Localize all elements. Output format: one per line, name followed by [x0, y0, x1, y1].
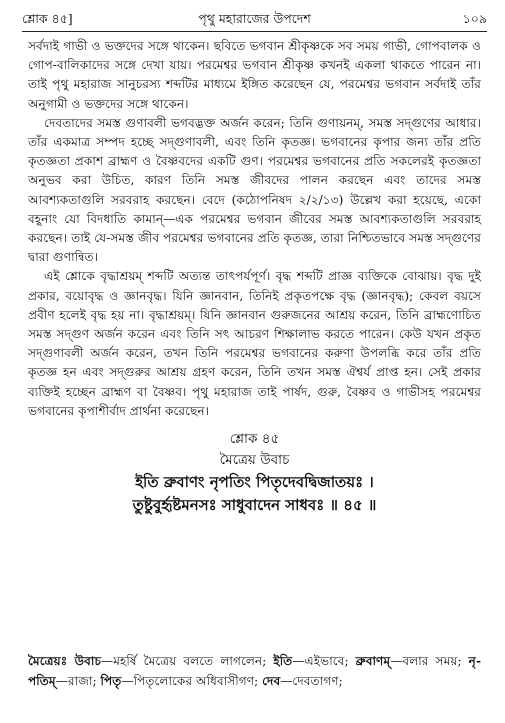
synonym-term: ইতি	[273, 654, 293, 668]
verse-block	[28, 429, 481, 517]
verse-number: শ্লোক ৪৫	[229, 431, 280, 448]
synonyms: মৈত্রেয়ঃ উবাচ—মহর্ষি মৈত্রেয় বলতে লাগলেন; ইতি—এইভাবে; ব্রুবাণম্—বলার সময়; নৃ-পতিম্—রাজা; পিতৃ—পিতৃলোকের অধিবাসীগণ; দেব—দেবতাগণ;	[28, 654, 482, 688]
page-number: ১০৯	[462, 11, 487, 26]
synonym-meaning: দেবতাগণ;	[292, 674, 343, 688]
paragraph-1: সর্বদাই গাভী ও ভক্তদের সঙ্গে থাকেন। ছবিতে ভগবান শ্রীকৃষ্ণকে সব সময় গাভী, গোপবালক ও গোপ-বালিকাদের সঙ্গে দেখা যায়। পরমেশ্বর ভগবান শ্রীকৃষ্ণ কখনই একলা থাকতে পারেন না। তাই পৃথু মহারাজ সানুচরস্য শব্দটির মাধ্যমে ইঙ্গিত করেছেন যে, পরমেশ্বর ভগবান সর্বদাই তাঁর অনুগামী ও ভক্তদের সঙ্গে থাকেন।	[28, 39, 481, 111]
page-header	[22, 8, 487, 30]
synonym-meaning: রাজা;	[67, 674, 101, 688]
synonym-term: দেব	[262, 674, 281, 688]
purport-text	[28, 37, 481, 517]
paragraph-3: এই শ্লোকে বৃদ্ধাশ্রয়ম্ শব্দটি অত্যন্ত তাৎপর্যপূর্ণ। বৃদ্ধ শব্দটি প্রাজ্ঞ ব্যক্তিকে বোঝায়। বৃদ্ধ দুই প্রকার, বয়োবৃদ্ধ ও জ্ঞানবৃদ্ধ। যিনি জ্ঞানবান, তিনিই প্রকৃতপক্ষে বৃদ্ধ (জ্ঞানবৃদ্ধ); কেবল বয়সে প্রবীণ হলেই বৃদ্ধ হয় না। বৃদ্ধাশ্রয়ম্। যিনি জ্ঞানবান গুরুজনের আশ্রয় করেন, তিনি ব্রাহ্মণোচিত সমস্ত সদ্গুণ অর্জন করেন এবং তিনি সৎ আচরণ শিক্ষালাভ করতে পারেন। কেউ যখন প্রকৃত সদ্গুণাবলী অর্জন করেন, তখন তিনি পরমেশ্বর ভগবানের করুণা উপলব্ধি করে তাঁর প্রতি কৃতজ্ঞ হন এবং সদ্গুরুর আশ্রয় গ্রহণ করেন, তিনি তখন সমস্ত ঐশ্বর্য প্রাপ্ত হন। সেই প্রকার ব্যক্তিই হচ্ছেন ব্রাহ্মণ বা বৈষ্ণব। পৃথু মহারাজ তাই পার্ষদ, গুরু, বৈষ্ণব ও গাভীসহ পরমেশ্বর ভগবানের কৃপাশীর্বাদ প্রার্থনা করেছেন।	[28, 269, 481, 418]
synonym-term: পিতৃ	[100, 674, 122, 688]
synonym-term: নৃ-পতিম্	[28, 654, 482, 688]
synonym-term: মৈত্রেয়ঃ উবাচ	[28, 654, 102, 668]
synonym-term: ব্রুবাণম্	[355, 654, 391, 668]
verse-reference: শ্লোক ৪৫]	[22, 11, 73, 26]
verse-line-2: তুষ্টুবুর্হৃষ্টমনসঃ সাধুবাদেন সাধবঃ ॥ ৪৫ ॥	[132, 496, 377, 515]
header-rule	[22, 31, 487, 32]
synonym-meaning: বলার সময়;	[402, 654, 469, 668]
synonym-meaning: পিতৃলোকের অধিবাসীগণ;	[133, 674, 263, 688]
verse-line-1: ইতি ব্রুবাণং নৃপতিং পিতৃদেবদ্বিজাতয়ঃ ।	[135, 473, 374, 492]
chapter-title: পৃথু মহারাজের উপদেশ	[198, 11, 311, 26]
verse-speaker: মৈত্রেয় উবাচ	[219, 452, 290, 469]
synonym-meaning: মহর্ষি মৈত্রেয় বলতে লাগলেন;	[113, 654, 274, 668]
paragraph-2: দেবতাদের সমস্ত গুণাবলী ভগবদ্ভক্ত অর্জন করেন; তিনি গুণায়নম্, সমস্ত সদ্গুণের আধার। তাঁর একমাত্র সম্পদ হচ্ছে সদ্গুণাবলী, এবং তিনি কৃতজ্ঞ। ভগবানের কৃপার জন্য তাঁর প্রতি কৃতজ্ঞতা প্রকাশ ব্রাহ্মণ ও বৈষ্ণবদের একটি গুণ। পরমেশ্বর ভগবানের প্রতি সকলেরই কৃতজ্ঞতা অনুভব করা উচিত, কারণ তিনি সমস্ত জীবদের পালন করছেন এবং তাদের সমস্ত আবশ্যকতাগুলি সরবরাহ করছেন। বেদে (কঠোপনিষদ ২/২/১৩) উল্লেখ করা হয়েছে, একো বহূনাং যো বিদধাতি কামান্—এক পরমেশ্বর ভগবান জীবের সমস্ত আবশ্যকতাগুলি সরবরাহ করছেন। তাই যে-সমস্ত জীব পরমেশ্বর ভগবানের প্রতি কৃতজ্ঞ, তারা নিশ্চিতভাবে সমস্ত সদ্গুণের দ্বারা গুণান্বিত।	[28, 115, 481, 265]
synonym-meaning: এইভাবে;	[304, 654, 356, 668]
